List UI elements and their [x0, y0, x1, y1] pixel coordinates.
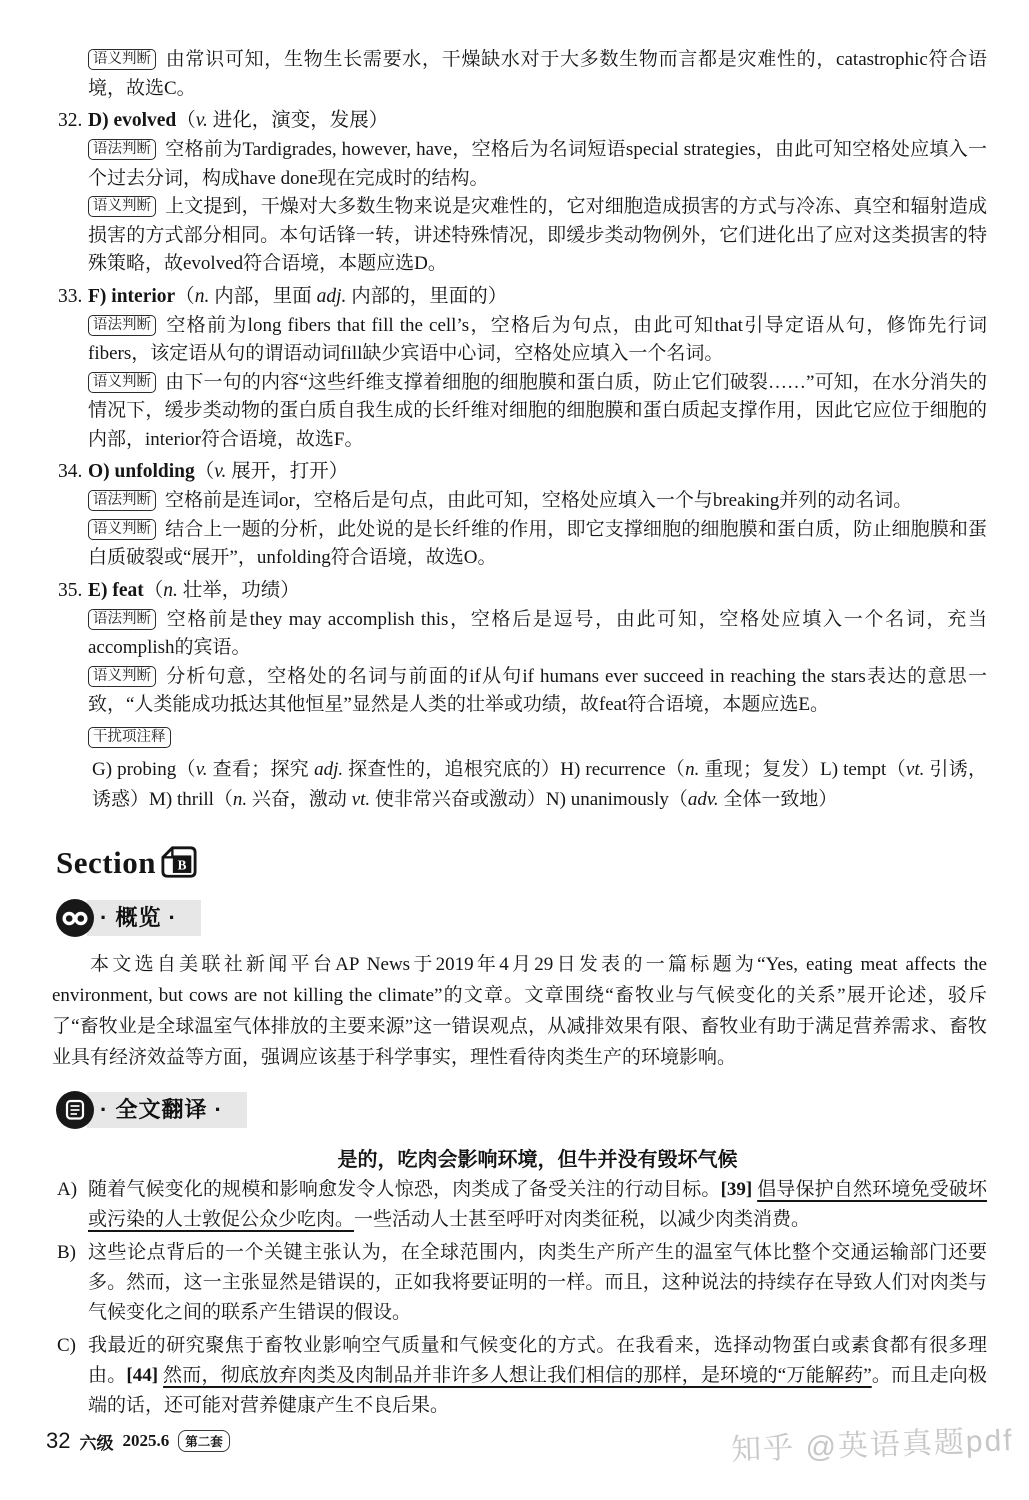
page-footer: [46, 1428, 230, 1454]
section-badge-letter: B: [177, 857, 187, 873]
q35-grammar-paragraph: [88, 606, 987, 663]
semantic-judgment-tag: 语义判断: [88, 666, 156, 687]
distractor-notes-tag: 干扰项注释: [88, 727, 171, 748]
q32-heading: [58, 106, 987, 135]
paragraph-text-b: 这些论点背后的一个关键主张认为，在全球范围内，肉类生产所产生的温室气体比整个交通运输部门还要多。然而，这一主张显然是错误的，正如我将要证明的一样。而且，这种说法的持续存在导致人们对肉类与气候变化之间的联系产生错误的假设。: [88, 1242, 987, 1323]
page-corner-icon: [160, 845, 198, 881]
q32-grammar-text: 空格前为Tardigrades, however, have，空格后为名词短语special strategies，由此可知空格处应填入一个过去分词，构成have done现在完成时的结构。: [88, 139, 987, 189]
q33-semantic-text: 由下一句的内容“这些纤维支撑着细胞的细胞膜和蛋白质，防止它们破裂……”可知，在水分消失的情况下，缓步类动物的蛋白质自我生成的长纤维对细胞的细胞膜和蛋白质起支撑作用，因此它应位于细胞的内部，interior符合语境，故选F。: [88, 371, 987, 450]
glasses-icon: [56, 899, 94, 937]
overview-header: [56, 897, 1029, 939]
overview-heading-label: · 概览 ·: [87, 900, 201, 936]
q35-headword: E) feat（n. 壮举，功绩）: [88, 579, 300, 601]
q33-grammar-text: 空格前为long fibers that fill the cell’s，空格后为句点，由此可知that引导定语从句，修饰先行词fibers，该定语从句的谓语动词fill缺少宾语中心词，空格处应填入一个名词。: [88, 314, 987, 364]
overview-paragraph: 本文选自美联社新闻平台AP News于2019年4月29日发表的一篇标题为“Yes, eating meat affects the environment, but cows are not killing the climate”的文章。文章围绕“畜牧业与气候变化的关系”展开论述，驳斥了“畜牧业是全球温室气体排放的主要来源”这一错误观点，从减排效果有限、畜牧业有助于满足营养需求、畜牧业具有经济效益等方面，强调应该基于科学事实，理性看待肉类生产的环境影响。: [52, 954, 987, 1068]
q34-heading: [58, 457, 987, 486]
translation-title: 是的，吃肉会影响环境，但牛并没有毁坏气候: [337, 1149, 738, 1171]
q34-semantic-paragraph: [88, 516, 987, 573]
semantic-judgment-tag: 语义判断: [88, 49, 156, 70]
q31-semantic-paragraph: [88, 46, 987, 103]
q32-number: 32.: [58, 110, 83, 131]
section-title: Section: [56, 845, 156, 880]
q34-headword: O) unfolding（v. 展开，打开）: [88, 461, 349, 482]
q34-grammar-text: 空格前是连词or，空格后是句点，由此可知，空格处应填入一个与breaking并列的动名词。: [165, 490, 913, 511]
semantic-judgment-tag: 语义判断: [88, 519, 156, 540]
q35-number: 35.: [58, 579, 83, 601]
exam-date-label: 2025.6: [122, 1431, 170, 1450]
semantic-judgment-tag: 语义判断: [88, 196, 156, 217]
translation-paragraph-b: [57, 1238, 987, 1328]
grammar-judgment-tag: 语法判断: [88, 139, 156, 160]
paragraph-text-a: 随着气候变化的规模和影响愈发令人惊恐，肉类成了备受关注的行动目标。[39] 倡导保护自然环境免受破坏或污染的人士敦促公众少吃肉。一些活动人士甚至呼吁对肉类征税，以减少肉类消费。: [88, 1179, 987, 1230]
grammar-judgment-tag: 语法判断: [88, 609, 156, 630]
watermark-text: 知乎 @英语真题pdf: [730, 1424, 1014, 1467]
q33-number: 33.: [58, 285, 83, 307]
q32-semantic-paragraph: [88, 193, 987, 279]
q35-heading: [58, 576, 987, 605]
distractor-notes-heading: [88, 724, 987, 753]
q35-semantic-text: 分析句意，空格处的名词与前面的if从句if humans ever succeed in reaching the stars表达的意思一致，“人类能成功抵达其他恒星”显然是人类的壮举或功绩，故feat符合语境，本题应选E。: [88, 665, 987, 715]
q34-semantic-text: 结合上一题的分析，此处说的是长纤维的作用，即它支撑细胞的细胞膜和蛋白质，防止细胞膜和蛋白质破裂或“展开”，unfolding符合语境，故选O。: [88, 518, 987, 568]
semantic-judgment-tag: 语义判断: [88, 372, 156, 393]
q33-grammar-paragraph: [88, 312, 987, 369]
distractor-notes-paragraph: [92, 755, 987, 815]
q34-number: 34.: [58, 461, 83, 482]
translation-paragraph-c: [57, 1331, 987, 1421]
q33-heading: [58, 282, 987, 311]
q31-semantic-text: 由常识可知，生物生长需要水，干燥缺水对于大多数生物而言都是灾难性的，catastrophic符合语境，故选C。: [88, 49, 987, 99]
paragraph-label-b: B): [57, 1242, 76, 1263]
paragraph-label-c: C): [57, 1335, 76, 1356]
page-number: 32: [46, 1428, 71, 1453]
paragraph-text-c: 我最近的研究聚焦于畜牧业影响空气质量和气候变化的方式。在我看来，选择动物蛋白或素食都有很多理由。[44] 然而，彻底放弃肉类及肉制品并非许多人想让我们相信的那样，是环境的“万能解药”。而且走向极端的话，还可能对营养健康产生不良后果。: [88, 1335, 987, 1416]
paragraph-label-a: A): [57, 1179, 78, 1200]
exam-set-badge: 第二套: [178, 1430, 230, 1452]
q32-headword: D) evolved（v. 进化，演变，发展）: [88, 110, 389, 131]
section-b-header: [56, 845, 1029, 881]
q35-semantic-paragraph: [88, 663, 987, 720]
distractor-notes-text: G) probing（v. 查看；探究 adj. 探查性的，追根究底的）H) recurrence（n. 重现；复发）L) tempt（vt. 引诱，诱惑）M) thrill（n. 兴奋，激动 vt. 使非常兴奋或激动）N) unanimously（adv. 全体一致地）: [92, 759, 987, 810]
document-icon: [56, 1091, 94, 1129]
exam-level-label: 六级: [79, 1433, 114, 1453]
q32-semantic-text: 上文提到，干燥对大多数生物来说是灾难性的，它对细胞造成损害的方式与冷冻、真空和辐射造成损害的方式部分相同。本句话锋一转，讲述特殊情况，即缓步类动物例外，它们进化出了应对这类损害的特殊策略，故evolved符合语境，本题应选D。: [88, 196, 987, 274]
q33-headword: F) interior（n. 内部，里面 adj. 内部的，里面的）: [88, 285, 508, 307]
grammar-judgment-tag: 语法判断: [88, 490, 156, 511]
translation-heading-label: · 全文翻译 ·: [87, 1092, 247, 1128]
translation-header: [56, 1089, 1029, 1131]
q33-semantic-paragraph: [88, 369, 987, 455]
q34-grammar-paragraph: [88, 487, 987, 516]
grammar-judgment-tag: 语法判断: [88, 315, 156, 336]
q35-grammar-text: 空格前是they may accomplish this，空格后是逗号，由此可知，空格处应填入一个名词，充当accomplish的宾语。: [88, 608, 987, 658]
translation-paragraph-a: [57, 1175, 987, 1235]
q32-grammar-paragraph: [88, 136, 987, 193]
